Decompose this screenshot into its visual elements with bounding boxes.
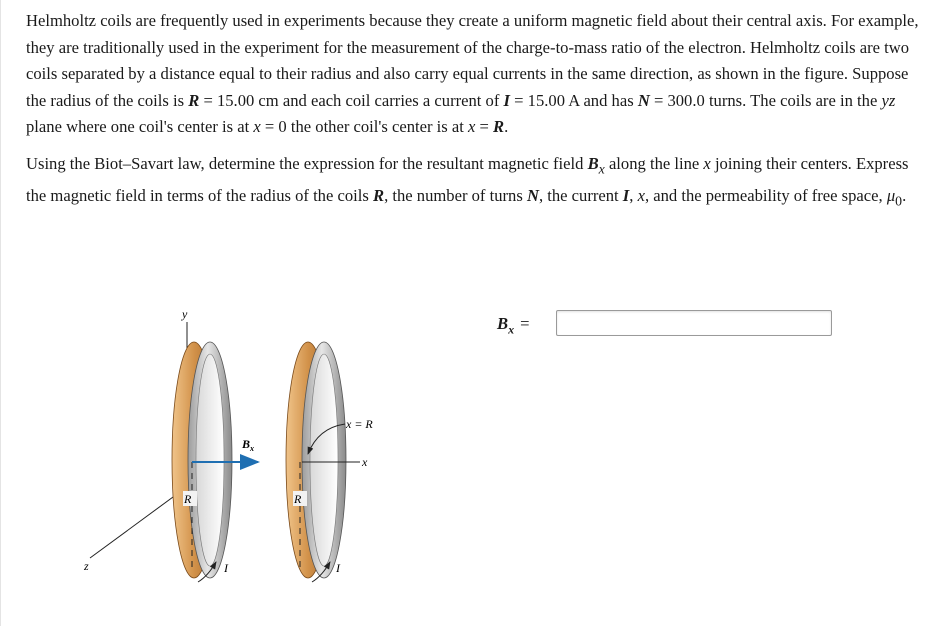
problem-paragraph-2: Using the Biot–Savart law, determine the expression for the resultant magnetic field $B_x$ along the line x joining their centers. Express the magnetic field in terms of the radius of the coils R, the number of turns N, the current I, x, and the permeability of free space, $\mu_0$.	[26, 153, 909, 209]
x-axis-label: x	[362, 455, 368, 469]
x-equals-r-label: x = R	[346, 417, 373, 431]
right-radius-label: R	[294, 492, 302, 506]
problem-statement	[26, 8, 926, 215]
right-coil	[286, 342, 346, 578]
z-axis-label: z	[84, 559, 89, 573]
answer-label: $B_x$ =	[497, 314, 530, 337]
right-current-label: I	[336, 561, 340, 575]
left-current-label: I	[224, 561, 228, 575]
helmholtz-coil-figure	[70, 300, 430, 600]
y-axis-label: y	[182, 307, 188, 321]
bx-answer-input[interactable]	[556, 310, 832, 336]
left-radius-label: R	[184, 492, 192, 506]
bx-label: $B_x$	[242, 437, 255, 453]
left-border	[0, 0, 1, 626]
problem-paragraph-1: Helmholtz coils are frequently used in experiments because they create a uniform magnetic field about their central axis. For example, they are traditionally used in the experiment for the measurement of the charge-to-mass ratio of the electron. Helmholtz coils are two coils separated by a distance equal to their radius and also carry equal currents in the same direction, as shown in the figure. Suppose the radius of the coils is R = 15.00 cm and each coil carries a current of I = 15.00 A and has N = 300.0 turns. The coils are in the yz plane where one coil's center is at x = 0 the other coil's center is at x = R.	[26, 11, 919, 137]
left-coil	[172, 342, 232, 578]
